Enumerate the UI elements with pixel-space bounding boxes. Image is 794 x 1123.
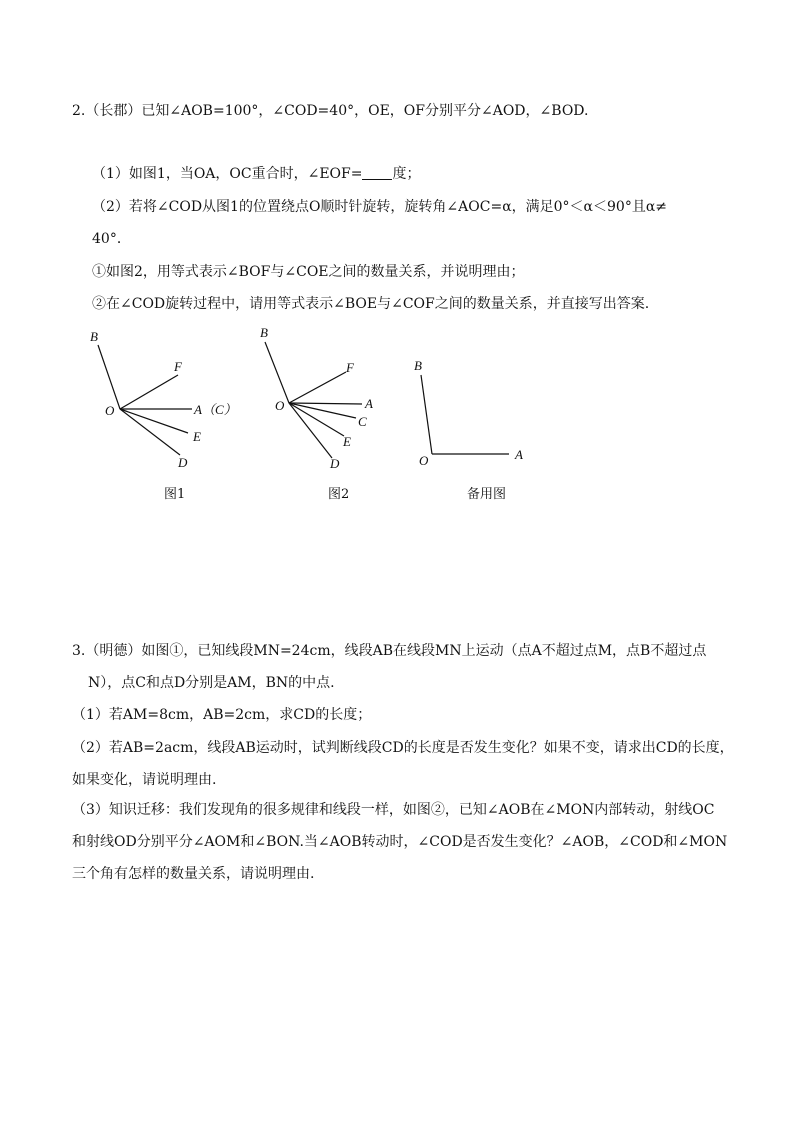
ray-OF xyxy=(289,372,346,403)
spare-figure xyxy=(405,355,540,470)
answer-blank xyxy=(362,165,392,180)
figure-2 xyxy=(250,322,400,482)
q2-part1-text: （1）如图1，当OA，OC重合时，∠EOF= xyxy=(92,166,363,182)
ray-OE xyxy=(289,403,344,436)
q2-subquestion-2: ②在∠COD旋转过程中，请用等式表示∠BOE与∠COF之间的数量关系，并直接写出答案. xyxy=(92,296,650,312)
figure-1 xyxy=(80,325,260,480)
figure-2-caption: 图2 xyxy=(328,487,350,502)
ray-OB xyxy=(421,375,432,454)
label-A: A xyxy=(365,396,373,411)
label-O: O xyxy=(419,453,429,468)
ray-OA xyxy=(289,403,362,404)
q3-line-3: （1）若AM=8cm，AB=2cm，求CD的长度； xyxy=(72,707,372,723)
ray-OB xyxy=(98,345,120,409)
ray-OF xyxy=(120,375,178,409)
label-O: O xyxy=(275,398,285,413)
q3-line-4: （2）若AB=2acm，线段AB运动时，试判断线段CD的长度是否发生变化？如果不变，请求出CD的长度， xyxy=(72,740,734,756)
ray-OB xyxy=(265,342,289,403)
q2-subquestion-1: ①如图2，用等式表示∠BOF与∠COE之间的数量关系，并说明理由； xyxy=(92,264,525,280)
q2-stem: 2.（长郡）已知∠AOB=100°，∠COD=40°，OE，OF分别平分∠AOD，∠BOD. xyxy=(72,103,589,119)
label-E: E xyxy=(343,434,351,449)
ray-OD xyxy=(120,409,180,455)
label-E: E xyxy=(193,429,201,444)
label-F: F xyxy=(346,360,354,375)
label-F: F xyxy=(174,359,182,374)
label-O: O xyxy=(105,403,115,418)
ray-OE xyxy=(120,409,188,433)
label-C: C xyxy=(358,414,367,429)
figure-1-caption: 图1 xyxy=(164,487,186,502)
spare-figure-caption: 备用图 xyxy=(467,487,507,502)
label-D: D xyxy=(178,455,188,470)
label-B: B xyxy=(414,358,422,373)
q3-line-5: 如果变化，请说明理由. xyxy=(72,772,217,788)
label-B: B xyxy=(90,329,98,344)
q3-line-8: 三个角有怎样的数量关系，请说明理由. xyxy=(72,866,315,882)
figure-2-diagram xyxy=(250,322,400,482)
figure-1-diagram xyxy=(80,325,260,480)
q3-line-2: N），点C和点D分别是AM，BN的中点. xyxy=(88,675,335,691)
label-D: D xyxy=(330,456,340,471)
q3-line-1: 3.（明德）如图①，已知线段MN=24cm，线段AB在线段MN上运动（点A不超过点M，点B不超过点 xyxy=(72,643,707,659)
q2-part2-line2: 40°． xyxy=(92,231,131,247)
label-A: A xyxy=(515,447,523,462)
q2-part1 xyxy=(92,164,420,184)
label-B: B xyxy=(260,325,268,340)
q2-part2-line1: （2）若将∠COD从图1的位置绕点O顺时针旋转，旋转角∠AOC=α，满足0°＜α＜90°且α≠ xyxy=(92,199,668,215)
spare-figure-diagram xyxy=(405,355,540,470)
label-A-C: A（C） xyxy=(194,402,237,417)
q3-line-7: 和射线OD分别平分∠AOM和∠BON.当∠AOB转动时，∠COD是否发生变化？∠AOB，∠COD和∠MON xyxy=(72,834,728,850)
q3-line-6: （3）知识迁移：我们发现角的很多规律和线段一样，如图②，已知∠AOB在∠MON内部转动，射线OC xyxy=(72,802,715,818)
q2-part1-unit: 度； xyxy=(392,166,421,182)
